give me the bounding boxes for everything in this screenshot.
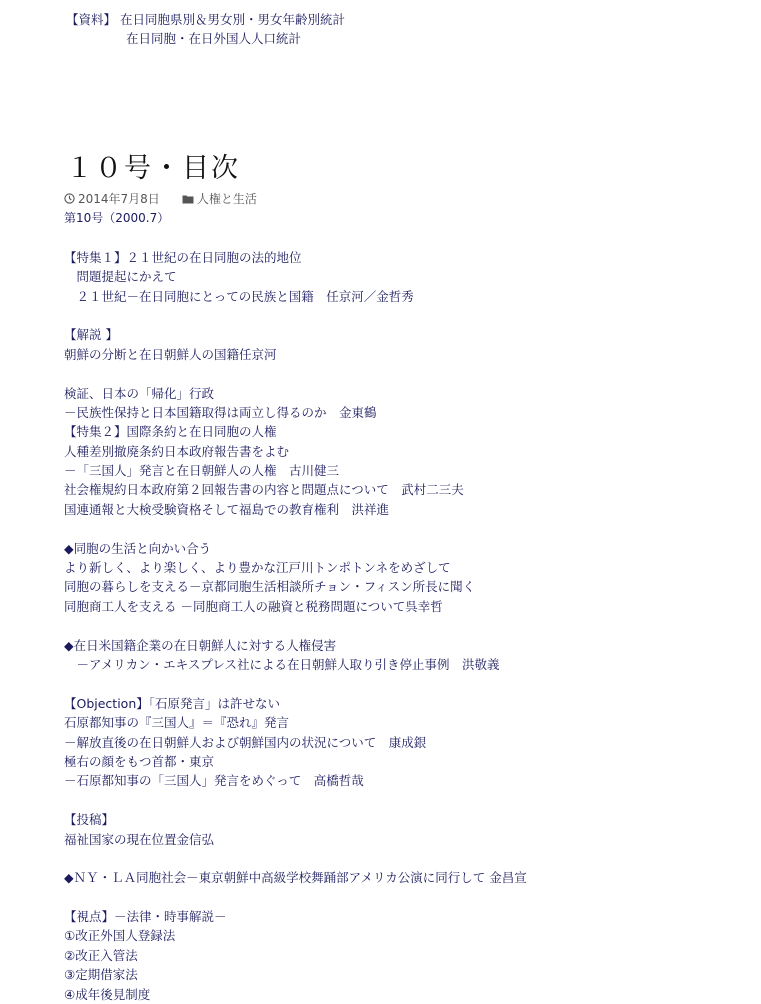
toc-line: 同胞商工人を支える －同胞商工人の融資と税務問題について呉幸哲 bbox=[64, 598, 443, 614]
toc-line: －「三国人」発言と在日朝鮮人の人権 古川健三 bbox=[64, 463, 340, 479]
post-date: 2014年7月8日 bbox=[78, 192, 160, 206]
toc-line: －アメリカン・エキスプレス社による在日朝鮮人取り引き停止事例 洪敬義 bbox=[64, 656, 500, 672]
toc-line: 検証、日本の「帰化」行政 bbox=[64, 385, 215, 401]
toc-line: 【特集２】国際条約と在日同胞の人権 bbox=[64, 424, 277, 440]
toc-line: 朝鮮の分断と在日朝鮮人の国籍任京河 bbox=[64, 346, 277, 362]
toc-line: ２１世紀－在日同胞にとっての民族と国籍 任京河／金哲秀 bbox=[64, 288, 414, 304]
toc-line: ④成年後見制度 bbox=[64, 986, 151, 1002]
toc-line: ②改正入管法 bbox=[64, 947, 138, 963]
issue-number: 第10号（2000.7） bbox=[64, 211, 170, 225]
related-link-population[interactable]: 在日同胞・在日外国人人口統計 bbox=[126, 31, 302, 46]
blank-line bbox=[64, 519, 754, 538]
blank-line bbox=[64, 306, 754, 325]
toc-line: 社会権規約日本政府第２回報告書の内容と問題点について 武村二三夫 bbox=[64, 482, 464, 498]
toc-line: ◆ＮＹ・ＬＡ同胞社会－東京朝鮮中高級学校舞踊部アメリカ公演に同行して 金昌宣 bbox=[64, 870, 527, 886]
post-title: １０号・目次 bbox=[66, 153, 240, 184]
toc-line: －解放直後の在日朝鮮人および朝鮮国内の状況について 康成銀 bbox=[64, 734, 427, 750]
toc-line: ①改正外国人登録法 bbox=[64, 928, 176, 944]
post-meta bbox=[64, 190, 257, 207]
toc-line: ◆同胞の生活と向かい合う bbox=[64, 540, 212, 556]
post-category: 人権と生活 bbox=[196, 192, 257, 206]
clock-icon bbox=[64, 193, 75, 204]
toc-line: 【視点】－法律・時事解説－ bbox=[64, 909, 227, 925]
toc-line: より新しく、より楽しく、より豊かな江戸川トンポトンネをめざして bbox=[64, 560, 451, 576]
blank-line bbox=[64, 674, 754, 693]
toc-line: 石原都知事の『三国人』＝『恐れ』発言 bbox=[64, 715, 290, 731]
toc-line: 同胞の暮らしを支える－京都同胞生活相談所チョン・フィスン所長に聞く bbox=[64, 579, 476, 595]
blank-line bbox=[64, 791, 754, 810]
related-link-statistics[interactable]: 【資料】 在日同胞県別＆男女別・男女年齢別統計 bbox=[66, 12, 345, 27]
toc-line: 【解説 】 bbox=[64, 327, 118, 343]
toc-line: 【Objection】「石原発言」は許せない bbox=[64, 695, 281, 711]
toc-line: 【投稿】 bbox=[64, 812, 115, 828]
table-of-contents bbox=[64, 228, 754, 1004]
blank-line bbox=[64, 888, 754, 907]
blank-line bbox=[64, 849, 754, 868]
folder-icon bbox=[182, 194, 194, 204]
related-links bbox=[66, 10, 345, 48]
toc-line: 極右の顔をもつ首都・東京 bbox=[64, 753, 215, 769]
toc-line: ③定期借家法 bbox=[64, 967, 138, 983]
toc-line: 国連通報と大検受験資格そして福島での教育権利 洪祥進 bbox=[64, 501, 390, 517]
toc-line: 問題提起にかえて bbox=[64, 269, 177, 285]
blank-line bbox=[64, 616, 754, 635]
toc-line: ◆在日米国籍企業の在日朝鮮人に対する人権侵害 bbox=[64, 637, 337, 653]
toc-line: 人種差別撤廃条約日本政府報告書をよむ bbox=[64, 443, 290, 459]
blank-line bbox=[64, 364, 754, 383]
post-content bbox=[64, 209, 754, 1004]
post-category-link[interactable] bbox=[182, 190, 257, 207]
blank-line bbox=[64, 228, 754, 247]
toc-line: 福祉国家の現在位置金信弘 bbox=[64, 831, 215, 847]
post-date-link[interactable] bbox=[64, 190, 160, 207]
toc-line: －民族性保持と日本国籍取得は両立し得るのか 金東鶴 bbox=[64, 404, 377, 420]
toc-line: －石原都知事の「三国人」発言をめぐって 高橋哲哉 bbox=[64, 773, 364, 789]
toc-line: 【特集１】２１世紀の在日同胞の法的地位 bbox=[64, 249, 302, 265]
